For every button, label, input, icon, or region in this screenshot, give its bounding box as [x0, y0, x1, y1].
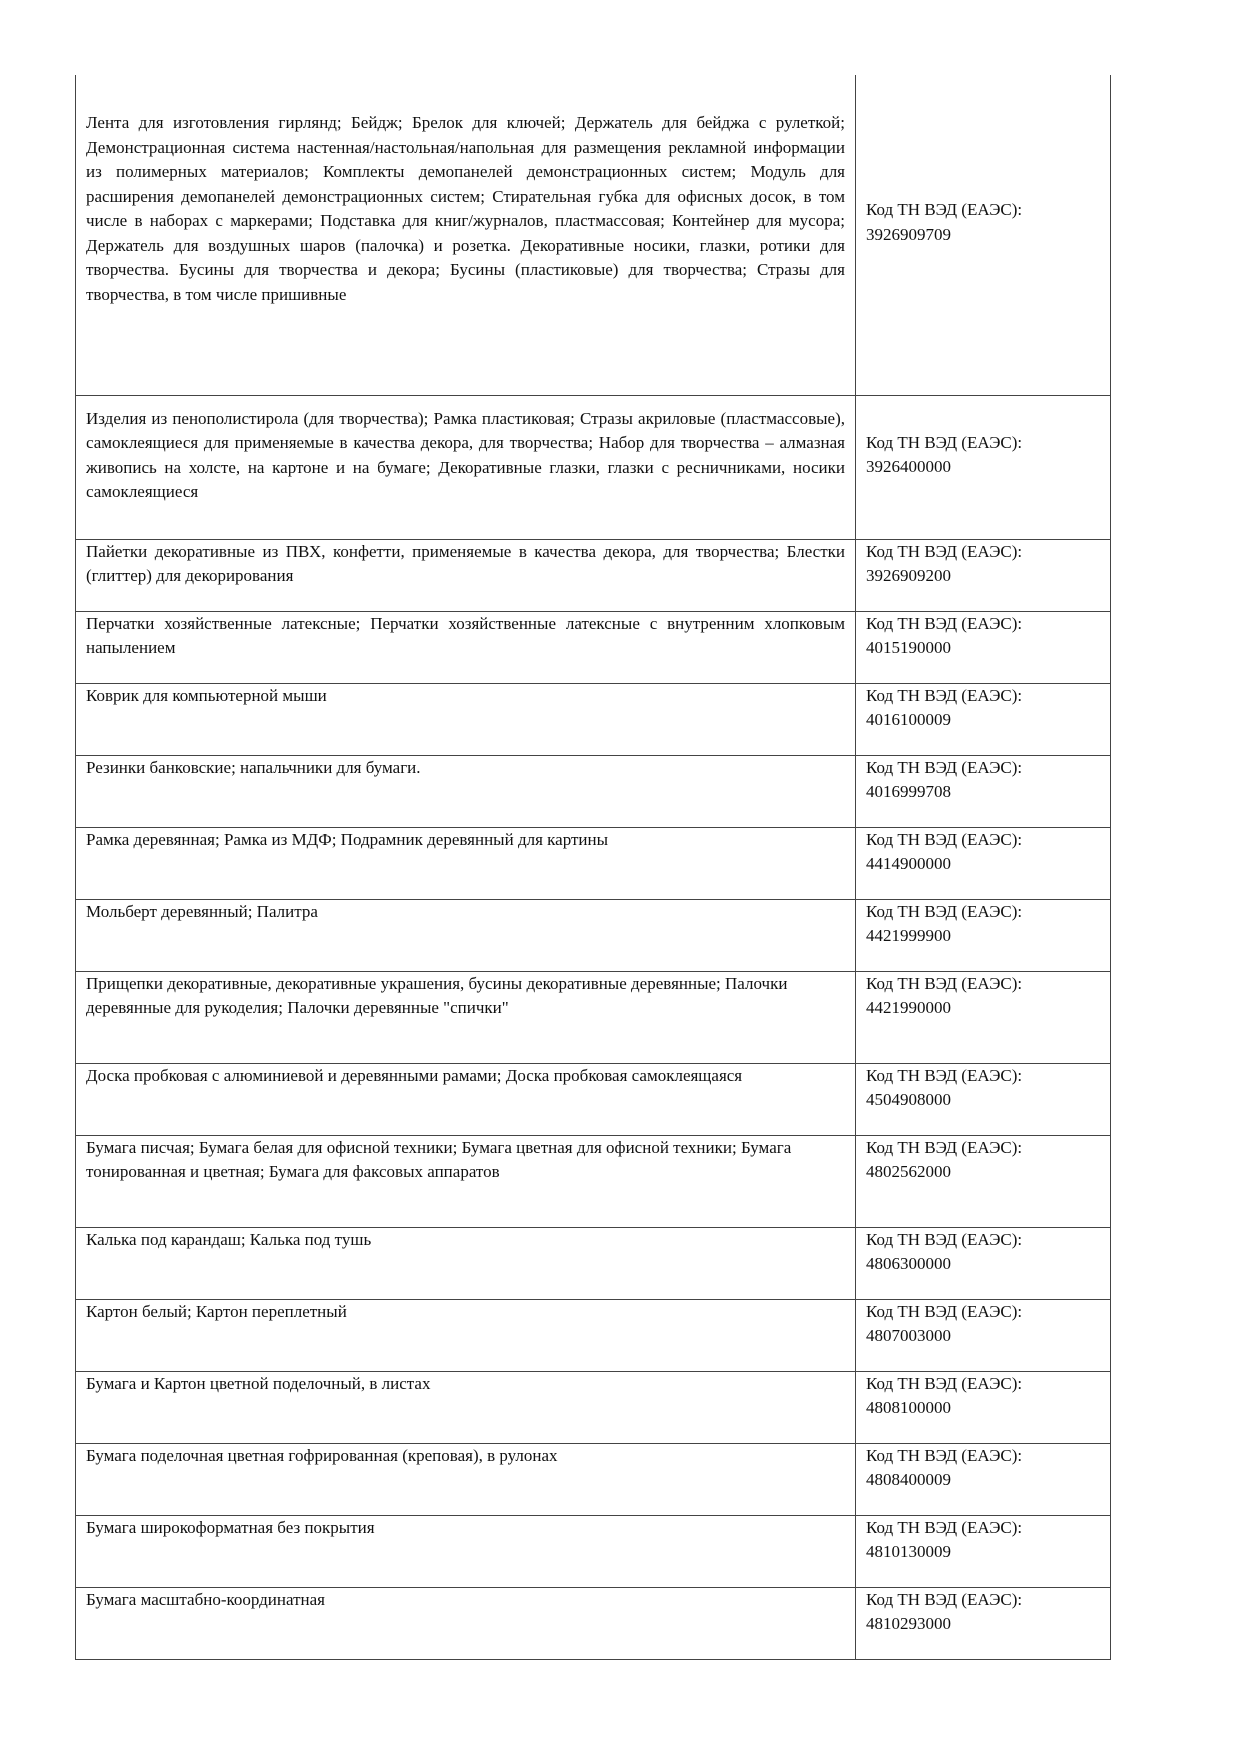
- product-description: Рамка деревянная; Рамка из МДФ; Подрамник деревянный для картины: [76, 827, 856, 899]
- code-label: Код ТН ВЭД (ЕАЭС):: [866, 541, 1023, 561]
- code-value: 4421990000: [866, 998, 951, 1017]
- code-value: 4015190000: [866, 638, 951, 657]
- code-value: 3926400000: [866, 457, 951, 476]
- code-cell: [856, 1063, 1111, 1135]
- table-row: [76, 755, 1111, 827]
- code-cell: [856, 1371, 1111, 1443]
- product-description: Бумага писчая; Бумага белая для офисной техники; Бумага цветная для офисной техники; Бумага тонированная и цветная; Бумага для факсовых аппаратов: [76, 1135, 856, 1227]
- code-value: 4808100000: [866, 1398, 951, 1417]
- code-cell: [856, 1587, 1111, 1659]
- code-value: 4802562000: [866, 1162, 951, 1181]
- code-value: 4808400009: [866, 1470, 951, 1489]
- table-row: [76, 683, 1111, 755]
- product-description: Доска пробковая с алюминиевой и деревянными рамами; Доска пробковая самоклеящаяся: [76, 1063, 856, 1135]
- table-row: [76, 899, 1111, 971]
- code-label: Код ТН ВЭД (ЕАЭС):: [866, 757, 1023, 777]
- product-description: Резинки банковские; напальчники для бумаги.: [76, 755, 856, 827]
- code-label: Код ТН ВЭД (ЕАЭС):: [866, 1065, 1023, 1085]
- code-value: 4016999708: [866, 782, 951, 801]
- code-cell: [856, 1443, 1111, 1515]
- code-label: Код ТН ВЭД (ЕАЭС):: [866, 200, 1023, 219]
- code-cell: [856, 1135, 1111, 1227]
- code-value: 3926909709: [866, 224, 951, 244]
- code-value: 4016100009: [866, 710, 951, 729]
- code-value: 4807003000: [866, 1326, 951, 1345]
- table-row: [76, 1515, 1111, 1587]
- code-cell: [856, 899, 1111, 971]
- code-value: 3926909200: [866, 566, 951, 585]
- table-row: [76, 395, 1111, 539]
- code-value: 4504908000: [866, 1090, 951, 1109]
- table-row: [76, 1371, 1111, 1443]
- code-cell: [856, 395, 1111, 539]
- table-row: [76, 1135, 1111, 1227]
- product-description: Лента для изготовления гирлянд; Бейдж; Брелок для ключей; Держатель для бейджа с рулеткой; Демонстрационная система настенная/настольная/напольная для размещения рекламной информации из полимерных материалов; Комплекты демопанелей демонстрационных систем; Модуль для расширения демопанелей демонстрационных систем; Стирательная губка для офисных досок, в том числе в наборах с маркерами; Подставка для книг/журналов, пластмассовая; Контейнер для мусора; Держатель для воздушных шаров (палочка) и розетка. Декоративные носики, глазки, ротики для творчества. Бусины для творчества и декора; Бусины (пластиковые) для творчества; Стразы для творчества, в том числе пришивные: [76, 75, 856, 395]
- product-description: Изделия из пенополистирола (для творчества); Рамка пластиковая; Стразы акриловые (пластмассовые), самоклеящиеся для применяемые в качества декора, для творчества; Набор для творчества – алмазная живопись на холсте, на картоне и на бумаге; Декоративные глазки, глазки с ресничниками, носики самоклеящиеся: [76, 395, 856, 539]
- code-label: Код ТН ВЭД (ЕАЭС):: [866, 973, 1023, 993]
- code-label: Код ТН ВЭД (ЕАЭС):: [866, 1373, 1023, 1393]
- code-label: Код ТН ВЭД (ЕАЭС):: [866, 613, 1023, 633]
- product-description: Бумага широкоформатная без покрытия: [76, 1515, 856, 1587]
- code-value: 4810293000: [866, 1614, 951, 1633]
- code-label: Код ТН ВЭД (ЕАЭС):: [866, 432, 1023, 452]
- product-description: Коврик для компьютерной мыши: [76, 683, 856, 755]
- code-cell: [856, 539, 1111, 611]
- code-value: 4414900000: [866, 854, 951, 873]
- code-cell: [856, 755, 1111, 827]
- product-description: Мольберт деревянный; Палитра: [76, 899, 856, 971]
- code-value: 4806300000: [866, 1254, 951, 1273]
- table-row: [76, 1227, 1111, 1299]
- code-label: Код ТН ВЭД (ЕАЭС):: [866, 901, 1023, 921]
- code-cell: [856, 971, 1111, 1063]
- code-cell: [856, 827, 1111, 899]
- code-label: Код ТН ВЭД (ЕАЭС):: [866, 1137, 1023, 1157]
- code-label: Код ТН ВЭД (ЕАЭС):: [866, 1517, 1023, 1537]
- product-description: Калька под карандаш; Калька под тушь: [76, 1227, 856, 1299]
- table-row: [76, 1587, 1111, 1659]
- product-description: Прищепки декоративные, декоративные украшения, бусины декоративные деревянные; Палочки деревянные для рукоделия; Палочки деревянные "спички": [76, 971, 856, 1063]
- product-description: Перчатки хозяйственные латексные; Перчатки хозяйственные латексные с внутренним хлопковым напылением: [76, 611, 856, 683]
- table-row: [76, 539, 1111, 611]
- product-description: Бумага поделочная цветная гофрированная (креповая), в рулонах: [76, 1443, 856, 1515]
- code-cell: [856, 611, 1111, 683]
- product-description: Картон белый; Картон переплетный: [76, 1299, 856, 1371]
- table-row: [76, 611, 1111, 683]
- table-row: [76, 75, 1111, 395]
- table-row: [76, 1063, 1111, 1135]
- code-cell: [856, 683, 1111, 755]
- product-code-table: [75, 75, 1111, 1660]
- code-label: Код ТН ВЭД (ЕАЭС):: [866, 829, 1023, 849]
- table-row: [76, 827, 1111, 899]
- code-label: Код ТН ВЭД (ЕАЭС):: [866, 1445, 1023, 1465]
- code-cell: [856, 1299, 1111, 1371]
- code-label: Код ТН ВЭД (ЕАЭС):: [866, 1589, 1023, 1609]
- code-cell: [856, 1227, 1111, 1299]
- code-label: Код ТН ВЭД (ЕАЭС):: [866, 685, 1023, 705]
- code-cell: [856, 75, 1111, 395]
- code-cell: [856, 1515, 1111, 1587]
- product-description: Бумага и Картон цветной поделочный, в листах: [76, 1371, 856, 1443]
- table-row: [76, 1443, 1111, 1515]
- product-description: Пайетки декоративные из ПВХ, конфетти, применяемые в качества декора, для творчества; Блестки (глиттер) для декорирования: [76, 539, 856, 611]
- code-value: 4421999900: [866, 926, 951, 945]
- table-row: [76, 971, 1111, 1063]
- code-label: Код ТН ВЭД (ЕАЭС):: [866, 1301, 1023, 1321]
- code-label: Код ТН ВЭД (ЕАЭС):: [866, 1229, 1023, 1249]
- table-row: [76, 1299, 1111, 1371]
- product-description: Бумага масштабно-координатная: [76, 1587, 856, 1659]
- code-value: 4810130009: [866, 1542, 951, 1561]
